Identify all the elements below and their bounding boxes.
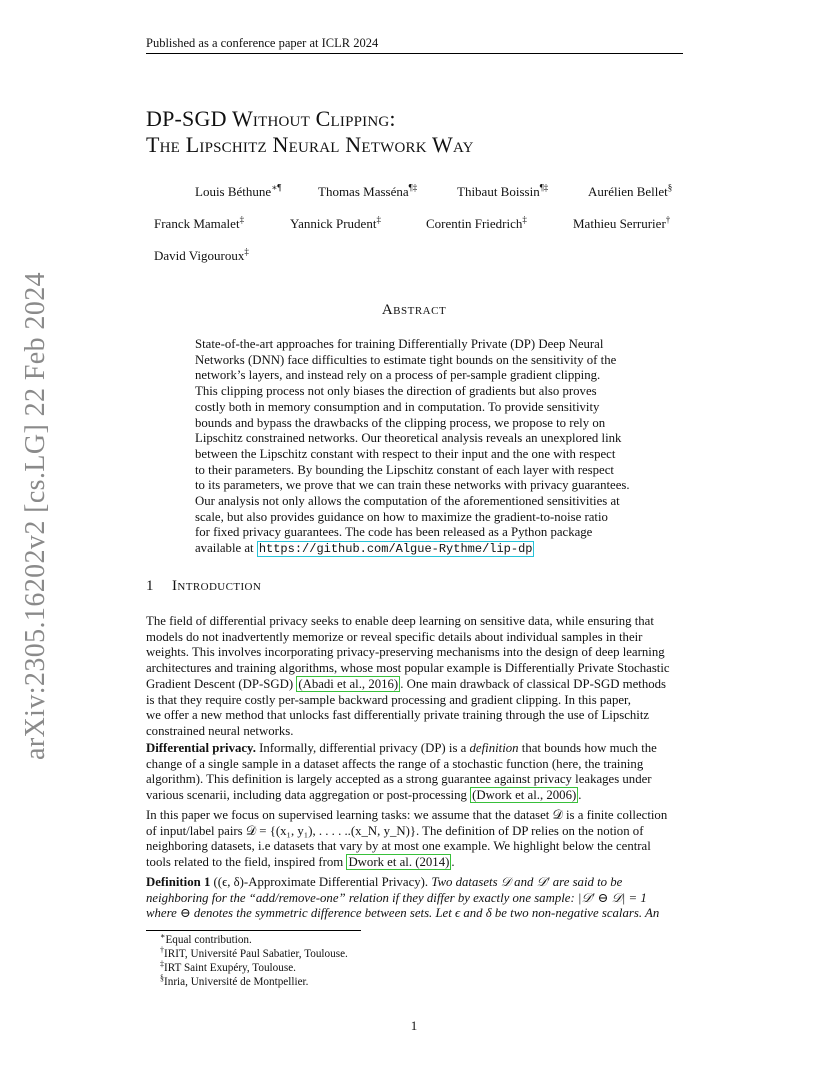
abstract-line: Our analysis not only allows the computation of the aforementioned sensitivities at: [195, 494, 620, 509]
citation-link[interactable]: (Dwork et al., 2006): [472, 788, 577, 803]
running-header: Published as a conference paper at ICLR 2024: [146, 36, 379, 50]
code-repository-link[interactable]: https://github.com/Algue-Rythme/lip-dp: [258, 542, 533, 557]
author: Louis Béthune∗¶: [195, 182, 282, 199]
abstract-line: costly both in memory consumption and in computation. To provide sensitivity: [195, 399, 600, 414]
abstract-line: Networks (DNN) face difficulties to estimate tight bounds on the sensitivity of the: [195, 352, 617, 367]
citation-link[interactable]: Dwork et al. (2014): [348, 855, 450, 870]
arxiv-stamp: arXiv:2305.16202v2 [cs.LG] 22 Feb 2024: [20, 271, 51, 760]
abstract-line: to their parameters. By bounding the Lipschitz constant of each layer with respect: [195, 462, 614, 477]
footnote: †IRIT, Université Paul Sabatier, Toulouse.: [160, 945, 348, 960]
abstract-line: between the Lipschitz constant with respect to their input and the one with respect: [195, 446, 616, 461]
intro-paragraph-differential-privacy: Differential privacy. Informally, differential privacy (DP) is a definition that bounds how much the change of a single sample in a dataset affects the range of a stochastic function (here, the training algorithm). This definition is largely accepted as a strong guarantee against privacy leakages under various scenarii, including data aggregation or post-processing (Dwork et al., 2006) .: [146, 741, 657, 803]
abstract-line: This clipping process not only biases the direction of gradients but also proves: [195, 384, 597, 399]
paper-title-line-2: The Lipschitz Neural Network Way: [146, 132, 474, 157]
abstract-line: network’s layers, and instead rely on a process of per-sample gradient clipping.: [195, 368, 601, 383]
abstract-body: [195, 337, 633, 558]
author: Thomas Masséna¶‡: [318, 182, 418, 199]
abstract-heading: Abstract: [381, 302, 447, 318]
abstract-line: scale, but also provides guidance on how to maximize the gradient-to-noise ratio: [195, 509, 608, 524]
abstract-line: bounds and bypass the drawbacks of the clipping process, we propose to rely on: [195, 415, 606, 430]
page-number: 1: [410, 1018, 418, 1033]
intro-paragraph-supervised: In this paper we focus on supervised learning tasks: we assume that the dataset 𝒟 is a finite collection of input/label pairs 𝒟 = {(x₁, y₁), . . . . ..(x_N, y_N)}. The definition of DP relies on the notion of neighboring datasets, i.e datasets that vary by at most one example. We highlight below the central tools related to the field, inspired from Dwork et al. (2014) .: [146, 808, 668, 870]
author: Yannick Prudent‡: [290, 214, 381, 231]
definition-1: Definition 1 ((ϵ, δ)-Approximate Differential Privacy). Two datasets 𝒟 and 𝒟′ are said to be neighboring for the “add/remove-one” relation if they differ by exactly one sample: |𝒟′ ⊖ 𝒟| = 1 where ⊖ denotes the symmetric difference between sets. Let ϵ and δ be two non-negative scalars. An: [146, 875, 660, 921]
author: David Vigouroux‡: [154, 246, 249, 263]
footnote: ∗Equal contribution.: [160, 931, 252, 946]
author: Aurélien Bellet§: [588, 182, 673, 199]
footnote: §Inria, Université de Montpellier.: [160, 973, 309, 988]
footnote: ‡IRT Saint Exupéry, Toulouse.: [160, 959, 296, 974]
abstract-line: for fixed privacy guarantees. The code has been released as a Python package: [195, 525, 593, 540]
intro-paragraph-1: The field of differential privacy seeks to enable deep learning on sensitive data, while ensuring that models do not inadvertently memorize or reveal specific details about individual samples in their weights. This involves incorporating privacy-preserving mechanisms into the design of deep learning architectures and training algorithms, whose most popular example is Differentially Private Stochastic Gradient Descent (DP-SGD) (Abadi et al., 2016) . One main drawback of classical DP-SGD methods is that they require costly per-sample backward processing and gradient clipping. In this paper, we offer a new method that unlocks fast differentially private training through the use of Lipschitz constrained neural networks.: [146, 614, 670, 738]
paper-title-line-1: DP-SGD Without Clipping:: [146, 106, 396, 131]
author: Thibaut Boissin¶‡: [457, 182, 549, 199]
abstract-line: to its parameters, we prove that we can train these networks with privacy guarantees.: [195, 478, 630, 493]
author: Mathieu Serrurier†: [573, 214, 671, 231]
author: Franck Mamalet‡: [154, 214, 245, 231]
section-heading-introduction: 1 Introduction: [146, 578, 262, 594]
footnote-rule: [146, 930, 361, 931]
abstract-line: Lipschitz constrained networks. Our theoretical analysis reveals an unexplored link: [195, 431, 622, 446]
abstract-line-last: available at https://github.com/Algue-Rythme/lip-dp: [195, 541, 533, 557]
abstract-line: State-of-the-art approaches for training Differentially Private (DP) Deep Neural: [195, 337, 604, 351]
citation-link[interactable]: (Abadi et al., 2016): [298, 676, 399, 691]
header-rule: [146, 53, 683, 54]
author: Corentin Friedrich‡: [426, 214, 527, 231]
